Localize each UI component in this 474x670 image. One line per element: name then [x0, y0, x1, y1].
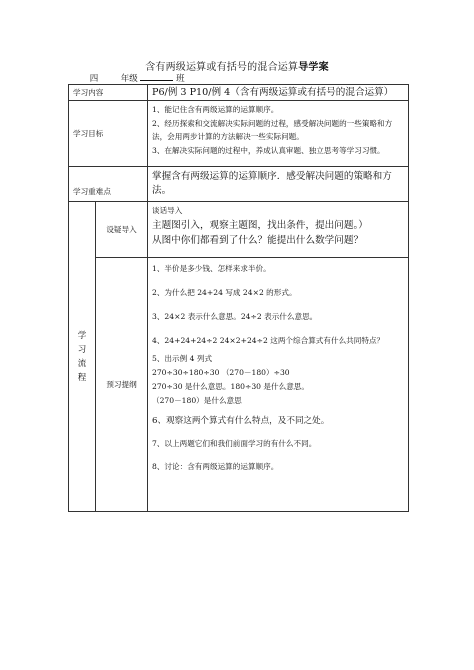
goal-item: 2、经历探索和交流解决实际问题的过程，感受解决问题的一些策略和方法，会用两步计算的方法解决一些实际问题。	[152, 118, 393, 141]
preview-item: 8、讨论：含有两级运算的运算顺序。	[152, 462, 279, 471]
grade-label: 年级	[120, 74, 138, 84]
preview-item: 6、观察这两个算式有什么特点，及不同之处。	[152, 416, 330, 426]
preview-item: （270－180）是什么意思	[152, 396, 242, 405]
goal-item: 3、在解决实际问题的过程中，养成认真审题、独立思考等学习习惯。	[152, 145, 385, 155]
document-title	[0, 58, 474, 73]
preview-cell	[148, 258, 409, 512]
flow-label-char: 习	[77, 344, 87, 355]
flow-label-char: 学	[77, 330, 87, 341]
preview-item: 3、24×2 表示什么意思。24÷2 表示什么意思。	[152, 312, 318, 321]
lesson-plan-table	[68, 84, 409, 512]
intro-line: 主题图引入，观察主题图，找出条件，提出问题。）	[152, 220, 368, 231]
grade-value: 四	[70, 74, 118, 85]
preview-item: 4、24+24+24÷2 24×2+24÷2 这两个综合算式有什么共同特点？	[152, 336, 385, 345]
preview-item: 5、出示例 4 列式	[152, 354, 213, 363]
key-points-value: 掌握含有两级运算的运算顺序．感受解决问题的策略和方法。	[148, 167, 409, 202]
preview-item: 270÷30 是什么意思。180÷30 是什么意思。	[152, 382, 309, 391]
class-label: 班	[176, 74, 185, 84]
flow-label-char: 流	[77, 358, 87, 369]
goals-label: 学习目标	[69, 101, 148, 167]
content-value: P6/例 3 P10/例 4（含有两级运算或有括号的混合运算）	[148, 85, 409, 101]
flow-label	[69, 202, 96, 512]
goal-item: 1、能记住含有两级运算的运算顺序。	[152, 105, 279, 114]
preview-item: 7、以上两题它们和我们前面学习的有什么不同。	[152, 439, 317, 448]
class-blank	[140, 80, 173, 81]
intro-line: 从图中你们都看到了什么？能提出什么数学问题？	[152, 235, 364, 246]
preview-item: 2、为什么把 24+24 写成 24×2 的形式。	[152, 288, 297, 297]
key-points-label: 学习重难点	[69, 167, 148, 202]
title-main: 含有两级运算或有括号的混合运算	[145, 62, 299, 73]
content-label: 学习内容	[69, 85, 148, 101]
preview-item: 1、半价是多少钱、怎样来求半价。	[152, 264, 271, 273]
flow-label-char: 程	[77, 372, 87, 383]
goals-cell	[148, 101, 409, 167]
intro-line: 谈话导入	[152, 206, 183, 215]
intro-label: 设疑导入	[96, 202, 148, 258]
preview-label: 预习提纲	[96, 258, 148, 512]
title-suffix: 导学案	[298, 62, 329, 73]
preview-item: 270÷30÷180÷30 （270－180）÷30	[152, 368, 290, 377]
intro-cell	[148, 202, 409, 258]
